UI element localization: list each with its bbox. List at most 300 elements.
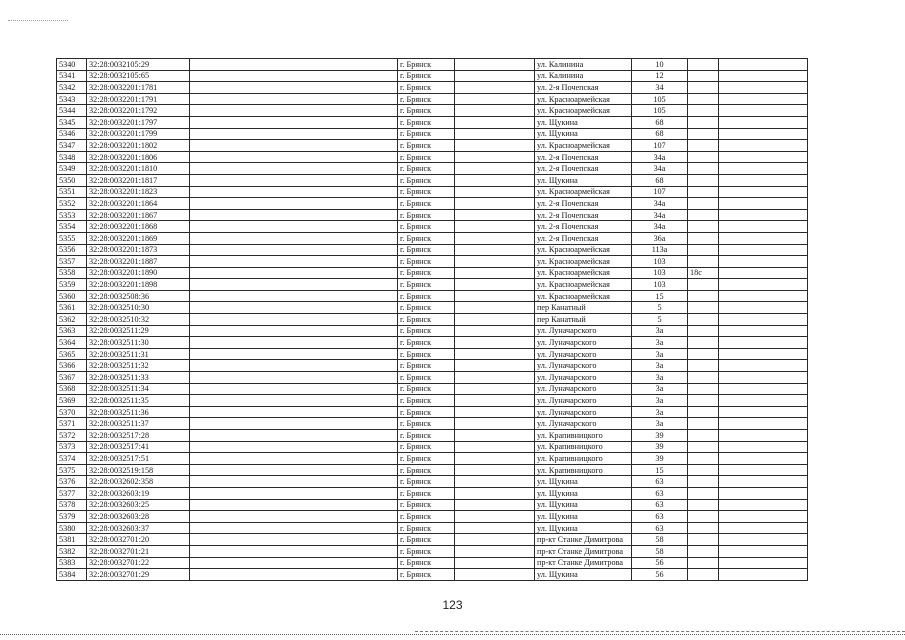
empty-cell [455, 209, 535, 221]
cadastral-number-cell: 32:28:0032701:20 [87, 534, 190, 546]
table-row [57, 232, 808, 244]
empty-cell [719, 59, 808, 71]
empty-cell [719, 314, 808, 326]
table-row [57, 279, 808, 291]
row-number-cell: 5368 [57, 383, 87, 395]
empty-cell [719, 151, 808, 163]
building-cell [688, 105, 719, 117]
row-number-cell: 5361 [57, 302, 87, 314]
empty-cell [719, 487, 808, 499]
building-cell [688, 59, 719, 71]
empty-cell [190, 569, 398, 581]
empty-cell [455, 186, 535, 198]
house-number-cell: 34а [632, 198, 688, 210]
cadastral-number-cell: 32:28:0032511:33 [87, 372, 190, 384]
city-cell: г. Брянск [398, 244, 455, 256]
cadastral-number-cell: 32:28:0032603:37 [87, 522, 190, 534]
house-number-cell: 10 [632, 59, 688, 71]
city-cell: г. Брянск [398, 198, 455, 210]
row-number-cell: 5351 [57, 186, 87, 198]
city-cell: г. Брянск [398, 302, 455, 314]
cadastral-number-cell: 32:28:0032201:1898 [87, 279, 190, 291]
city-cell: г. Брянск [398, 406, 455, 418]
empty-cell [455, 314, 535, 326]
empty-cell [455, 128, 535, 140]
house-number-cell: 3а [632, 406, 688, 418]
empty-cell [190, 82, 398, 94]
empty-cell [455, 476, 535, 488]
building-cell [688, 418, 719, 430]
street-cell: пер Канатный [535, 314, 632, 326]
house-number-cell: 3а [632, 383, 688, 395]
street-cell: ул. Крапивницкого [535, 453, 632, 465]
street-cell: ул. Щукина [535, 174, 632, 186]
empty-cell [455, 279, 535, 291]
building-cell [688, 557, 719, 569]
empty-cell [455, 116, 535, 128]
table-row [57, 93, 808, 105]
cadastral-number-cell: 32:28:0032201:1791 [87, 93, 190, 105]
house-number-cell: 103 [632, 256, 688, 268]
table-row [57, 105, 808, 117]
house-number-cell: 3а [632, 348, 688, 360]
empty-cell [190, 70, 398, 82]
table-row [57, 174, 808, 186]
cadastral-number-cell: 32:28:0032201:1887 [87, 256, 190, 268]
street-cell: ул. Красноармейская [535, 186, 632, 198]
table-row [57, 360, 808, 372]
empty-cell [719, 290, 808, 302]
city-cell: г. Брянск [398, 105, 455, 117]
house-number-cell: 63 [632, 499, 688, 511]
table-row [57, 244, 808, 256]
row-number-cell: 5362 [57, 314, 87, 326]
empty-cell [719, 128, 808, 140]
row-number-cell: 5363 [57, 325, 87, 337]
street-cell: ул. Щукина [535, 476, 632, 488]
registry-table [56, 58, 808, 581]
city-cell: г. Брянск [398, 70, 455, 82]
empty-cell [719, 279, 808, 291]
city-cell: г. Брянск [398, 325, 455, 337]
house-number-cell: 68 [632, 116, 688, 128]
city-cell: г. Брянск [398, 163, 455, 175]
cadastral-number-cell: 32:28:0032701:21 [87, 545, 190, 557]
empty-cell [455, 534, 535, 546]
cadastral-number-cell: 32:28:0032201:1890 [87, 267, 190, 279]
building-cell [688, 221, 719, 233]
empty-cell [719, 534, 808, 546]
empty-cell [190, 209, 398, 221]
table-row [57, 290, 808, 302]
table-row [57, 395, 808, 407]
empty-cell [719, 522, 808, 534]
street-cell: ул. Луначарского [535, 337, 632, 349]
row-number-cell: 5384 [57, 569, 87, 581]
empty-cell [455, 464, 535, 476]
empty-cell [455, 174, 535, 186]
building-cell [688, 198, 719, 210]
city-cell: г. Брянск [398, 476, 455, 488]
building-cell [688, 70, 719, 82]
empty-cell [719, 557, 808, 569]
street-cell: ул. Красноармейская [535, 93, 632, 105]
cadastral-number-cell: 32:28:0032201:1873 [87, 244, 190, 256]
empty-cell [455, 557, 535, 569]
row-number-cell: 5377 [57, 487, 87, 499]
table-row [57, 511, 808, 523]
building-cell [688, 93, 719, 105]
building-cell [688, 441, 719, 453]
city-cell: г. Брянск [398, 232, 455, 244]
empty-cell [190, 360, 398, 372]
table-row [57, 464, 808, 476]
street-cell: ул. Щукина [535, 487, 632, 499]
building-cell [688, 140, 719, 152]
house-number-cell: 3а [632, 325, 688, 337]
empty-cell [190, 232, 398, 244]
empty-cell [455, 522, 535, 534]
empty-cell [719, 198, 808, 210]
house-number-cell: 3а [632, 395, 688, 407]
street-cell: ул. Красноармейская [535, 279, 632, 291]
empty-cell [190, 163, 398, 175]
building-cell [688, 290, 719, 302]
table-row [57, 441, 808, 453]
empty-cell [190, 198, 398, 210]
building-cell: 18с [688, 267, 719, 279]
house-number-cell: 56 [632, 569, 688, 581]
empty-cell [190, 128, 398, 140]
street-cell: ул. Луначарского [535, 383, 632, 395]
empty-cell [455, 93, 535, 105]
building-cell [688, 499, 719, 511]
city-cell: г. Брянск [398, 487, 455, 499]
building-cell [688, 209, 719, 221]
building-cell [688, 82, 719, 94]
empty-cell [719, 105, 808, 117]
building-cell [688, 372, 719, 384]
cadastral-number-cell: 32:28:0032201:1867 [87, 209, 190, 221]
building-cell [688, 232, 719, 244]
cadastral-number-cell: 32:28:0032201:1802 [87, 140, 190, 152]
empty-cell [455, 348, 535, 360]
empty-cell [190, 453, 398, 465]
house-number-cell: 5 [632, 314, 688, 326]
empty-cell [455, 140, 535, 152]
table-row [57, 383, 808, 395]
empty-cell [719, 406, 808, 418]
street-cell: ул. Калинина [535, 59, 632, 71]
empty-cell [719, 441, 808, 453]
empty-cell [455, 82, 535, 94]
building-cell [688, 511, 719, 523]
empty-cell [190, 511, 398, 523]
street-cell: ул. 2-я Почепская [535, 163, 632, 175]
street-cell: ул. Щукина [535, 116, 632, 128]
row-number-cell: 5345 [57, 116, 87, 128]
building-cell [688, 256, 719, 268]
building-cell [688, 534, 719, 546]
cadastral-number-cell: 32:28:0032201:1817 [87, 174, 190, 186]
street-cell: ул. Щукина [535, 522, 632, 534]
cadastral-number-cell: 32:28:0032511:31 [87, 348, 190, 360]
building-cell [688, 302, 719, 314]
street-cell: ул. Щукина [535, 569, 632, 581]
table-row [57, 267, 808, 279]
row-number-cell: 5355 [57, 232, 87, 244]
row-number-cell: 5353 [57, 209, 87, 221]
city-cell: г. Брянск [398, 464, 455, 476]
city-cell: г. Брянск [398, 267, 455, 279]
empty-cell [455, 198, 535, 210]
scan-noise-top [8, 20, 68, 22]
city-cell: г. Брянск [398, 221, 455, 233]
empty-cell [719, 244, 808, 256]
city-cell: г. Брянск [398, 395, 455, 407]
empty-cell [719, 545, 808, 557]
empty-cell [455, 151, 535, 163]
table-row [57, 499, 808, 511]
cadastral-number-cell: 32:28:0032201:1792 [87, 105, 190, 117]
empty-cell [190, 290, 398, 302]
empty-cell [190, 557, 398, 569]
empty-cell [719, 383, 808, 395]
street-cell: пр-кт Станке Димитрова [535, 534, 632, 546]
empty-cell [190, 522, 398, 534]
row-number-cell: 5373 [57, 441, 87, 453]
city-cell: г. Брянск [398, 372, 455, 384]
table-row [57, 348, 808, 360]
empty-cell [719, 163, 808, 175]
empty-cell [455, 372, 535, 384]
street-cell: ул. Луначарского [535, 325, 632, 337]
house-number-cell: 34а [632, 221, 688, 233]
house-number-cell: 103 [632, 267, 688, 279]
house-number-cell: 56 [632, 557, 688, 569]
empty-cell [455, 545, 535, 557]
empty-cell [719, 256, 808, 268]
cadastral-number-cell: 32:28:0032511:29 [87, 325, 190, 337]
street-cell: ул. Щукина [535, 511, 632, 523]
page-number: 123 [442, 598, 463, 612]
empty-cell [190, 499, 398, 511]
empty-cell [190, 314, 398, 326]
table-row [57, 70, 808, 82]
street-cell: ул. 2-я Почепская [535, 151, 632, 163]
street-cell: ул. Калинина [535, 70, 632, 82]
house-number-cell: 63 [632, 487, 688, 499]
cadastral-number-cell: 32:28:0032603:19 [87, 487, 190, 499]
row-number-cell: 5380 [57, 522, 87, 534]
building-cell [688, 186, 719, 198]
cadastral-number-cell: 32:28:0032603:25 [87, 499, 190, 511]
row-number-cell: 5370 [57, 406, 87, 418]
empty-cell [455, 290, 535, 302]
street-cell: ул. Щукина [535, 499, 632, 511]
table-row [57, 406, 808, 418]
street-cell: ул. 2-я Почепская [535, 232, 632, 244]
empty-cell [719, 116, 808, 128]
cadastral-number-cell: 32:28:0032510:30 [87, 302, 190, 314]
empty-cell [455, 406, 535, 418]
building-cell [688, 360, 719, 372]
cadastral-number-cell: 32:28:0032201:1869 [87, 232, 190, 244]
building-cell [688, 116, 719, 128]
empty-cell [190, 464, 398, 476]
empty-cell [719, 395, 808, 407]
house-number-cell: 105 [632, 93, 688, 105]
row-number-cell: 5383 [57, 557, 87, 569]
empty-cell [190, 418, 398, 430]
city-cell: г. Брянск [398, 279, 455, 291]
building-cell [688, 545, 719, 557]
building-cell [688, 453, 719, 465]
table-row [57, 476, 808, 488]
empty-cell [190, 93, 398, 105]
empty-cell [455, 302, 535, 314]
house-number-cell: 3а [632, 360, 688, 372]
empty-cell [719, 476, 808, 488]
empty-cell [719, 464, 808, 476]
building-cell [688, 395, 719, 407]
empty-cell [719, 186, 808, 198]
cadastral-number-cell: 32:28:0032701:29 [87, 569, 190, 581]
house-number-cell: 34 [632, 82, 688, 94]
street-cell: ул. Красноармейская [535, 256, 632, 268]
row-number-cell: 5378 [57, 499, 87, 511]
row-number-cell: 5364 [57, 337, 87, 349]
empty-cell [190, 487, 398, 499]
street-cell: ул. Красноармейская [535, 267, 632, 279]
house-number-cell: 68 [632, 128, 688, 140]
city-cell: г. Брянск [398, 256, 455, 268]
cadastral-number-cell: 32:28:0032105:65 [87, 70, 190, 82]
row-number-cell: 5366 [57, 360, 87, 372]
table-row [57, 198, 808, 210]
empty-cell [455, 511, 535, 523]
house-number-cell: 15 [632, 290, 688, 302]
cadastral-number-cell: 32:28:0032517:41 [87, 441, 190, 453]
city-cell: г. Брянск [398, 140, 455, 152]
empty-cell [455, 70, 535, 82]
city-cell: г. Брянск [398, 441, 455, 453]
building-cell [688, 430, 719, 442]
row-number-cell: 5369 [57, 395, 87, 407]
city-cell: г. Брянск [398, 174, 455, 186]
row-number-cell: 5340 [57, 59, 87, 71]
row-number-cell: 5359 [57, 279, 87, 291]
empty-cell [190, 441, 398, 453]
empty-cell [190, 372, 398, 384]
empty-cell [455, 59, 535, 71]
city-cell: г. Брянск [398, 545, 455, 557]
cadastral-number-cell: 32:28:0032602:358 [87, 476, 190, 488]
house-number-cell: 63 [632, 476, 688, 488]
street-cell: ул. Красноармейская [535, 290, 632, 302]
table-row [57, 557, 808, 569]
street-cell: ул. Луначарского [535, 360, 632, 372]
building-cell [688, 151, 719, 163]
table-row [57, 418, 808, 430]
street-cell: ул. Луначарского [535, 418, 632, 430]
empty-cell [719, 302, 808, 314]
empty-cell [455, 441, 535, 453]
cadastral-number-cell: 32:28:0032511:37 [87, 418, 190, 430]
street-cell: ул. 2-я Почепская [535, 82, 632, 94]
house-number-cell: 3а [632, 337, 688, 349]
street-cell: ул. Красноармейская [535, 244, 632, 256]
cadastral-number-cell: 32:28:0032511:32 [87, 360, 190, 372]
empty-cell [719, 82, 808, 94]
city-cell: г. Брянск [398, 314, 455, 326]
empty-cell [190, 302, 398, 314]
street-cell: ул. Луначарского [535, 372, 632, 384]
empty-cell [719, 93, 808, 105]
empty-cell [719, 430, 808, 442]
street-cell: ул. Крапивницкого [535, 464, 632, 476]
cadastral-number-cell: 32:28:0032519:158 [87, 464, 190, 476]
building-cell [688, 314, 719, 326]
empty-cell [719, 372, 808, 384]
cadastral-number-cell: 32:28:0032517:28 [87, 430, 190, 442]
empty-cell [719, 267, 808, 279]
street-cell: ул. Щукина [535, 128, 632, 140]
row-number-cell: 5371 [57, 418, 87, 430]
empty-cell [455, 244, 535, 256]
registry-sheet [56, 58, 808, 581]
empty-cell [190, 476, 398, 488]
building-cell [688, 244, 719, 256]
city-cell: г. Брянск [398, 557, 455, 569]
street-cell: ул. 2-я Почепская [535, 221, 632, 233]
row-number-cell: 5367 [57, 372, 87, 384]
house-number-cell: 58 [632, 534, 688, 546]
empty-cell [190, 59, 398, 71]
house-number-cell: 3а [632, 372, 688, 384]
empty-cell [190, 151, 398, 163]
house-number-cell: 113а [632, 244, 688, 256]
city-cell: г. Брянск [398, 186, 455, 198]
empty-cell [719, 569, 808, 581]
street-cell: ул. 2-я Почепская [535, 198, 632, 210]
house-number-cell: 107 [632, 140, 688, 152]
table-row [57, 522, 808, 534]
house-number-cell: 63 [632, 511, 688, 523]
row-number-cell: 5365 [57, 348, 87, 360]
empty-cell [455, 256, 535, 268]
building-cell [688, 128, 719, 140]
street-cell: ул. 2-я Почепская [535, 209, 632, 221]
table-row [57, 372, 808, 384]
house-number-cell: 12 [632, 70, 688, 82]
row-number-cell: 5374 [57, 453, 87, 465]
building-cell [688, 522, 719, 534]
street-cell: пр-кт Станке Димитрова [535, 557, 632, 569]
house-number-cell: 68 [632, 174, 688, 186]
cadastral-number-cell: 32:28:0032511:30 [87, 337, 190, 349]
street-cell: ул. Крапивницкого [535, 430, 632, 442]
empty-cell [455, 418, 535, 430]
row-number-cell: 5372 [57, 430, 87, 442]
empty-cell [455, 232, 535, 244]
empty-cell [719, 325, 808, 337]
cadastral-number-cell: 32:28:0032511:36 [87, 406, 190, 418]
row-number-cell: 5344 [57, 105, 87, 117]
street-cell: ул. Крапивницкого [535, 441, 632, 453]
house-number-cell: 39 [632, 453, 688, 465]
empty-cell [190, 534, 398, 546]
